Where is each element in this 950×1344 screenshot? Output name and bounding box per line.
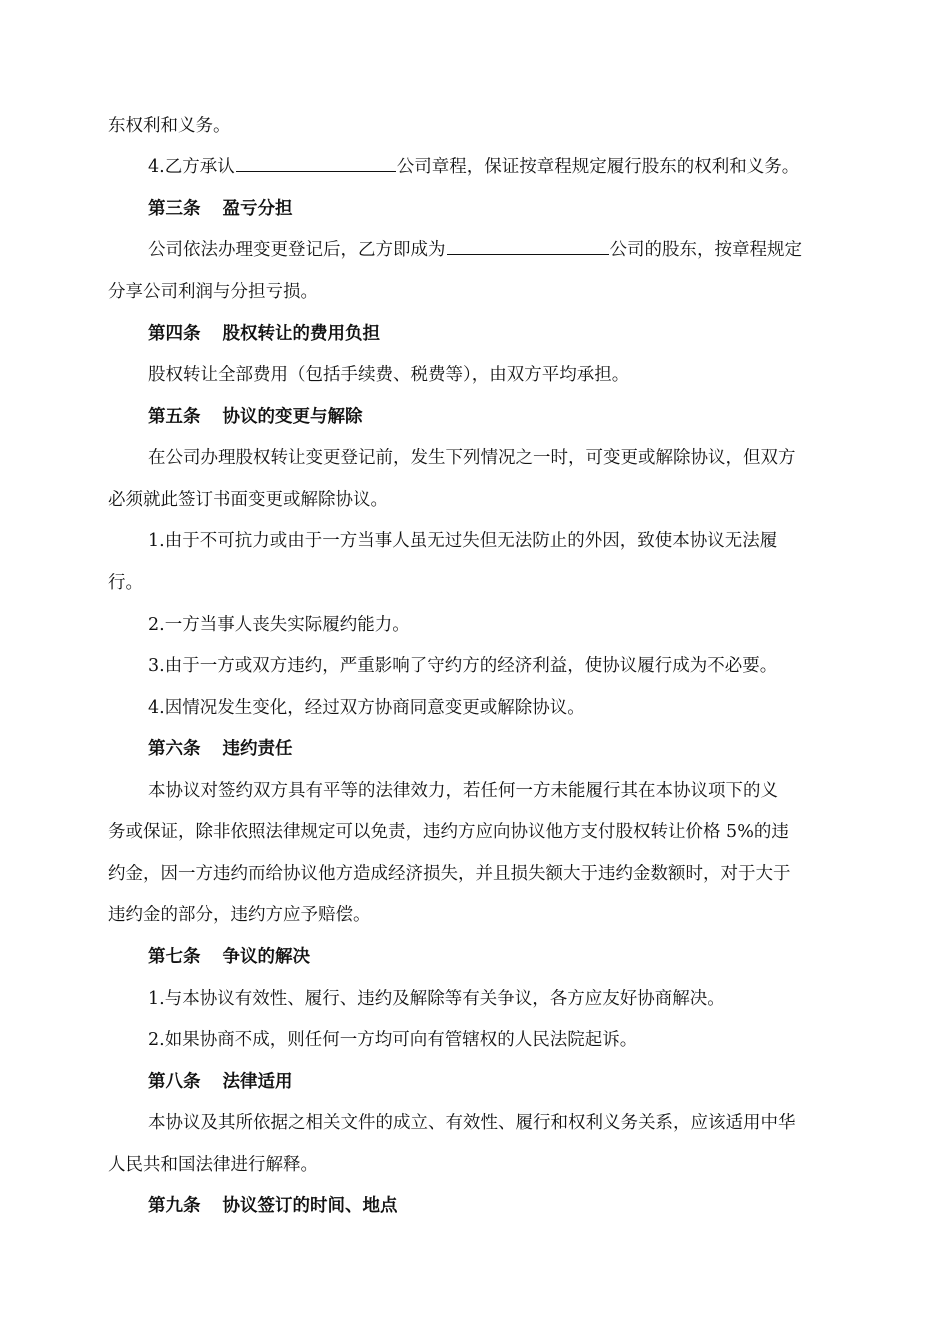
text: 本协议及其所依据之相关文件的成立、有效性、履行和权利义务关系，应该适用中华 [148, 1113, 796, 1133]
heading-title: 盈亏分担 [222, 199, 293, 219]
text: 违约金的部分，违约方应予赔偿。 [108, 905, 371, 925]
section-heading-7 [148, 943, 844, 971]
paragraph-line [148, 153, 844, 181]
heading-number: 第三条 [148, 199, 201, 219]
text: 公司的股东，按章程规定 [609, 240, 802, 260]
section-heading-4 [148, 320, 844, 348]
section-heading-5 [148, 403, 844, 431]
paragraph-line [108, 278, 844, 306]
section-heading-3 [148, 195, 844, 223]
paragraph-line [108, 860, 844, 888]
paragraph-line [148, 361, 844, 389]
text: 4.因情况发生变化，经过双方协商同意变更或解除协议。 [148, 698, 585, 718]
paragraph-line [148, 985, 844, 1013]
heading-number: 第四条 [148, 324, 201, 344]
paragraph-line [148, 236, 844, 264]
paragraph-line [148, 1026, 844, 1054]
paragraph-line [108, 486, 844, 514]
paragraph-line [148, 527, 844, 555]
paragraph-line [148, 444, 844, 472]
heading-title: 协议签订的时间、地点 [222, 1196, 398, 1216]
text: 2.如果协商不成，则任何一方均可向有管辖权的人民法院起诉。 [148, 1030, 638, 1050]
text: 1.与本协议有效性、履行、违约及解除等有关争议，各方应友好协商解决。 [148, 989, 725, 1009]
heading-number: 第七条 [148, 947, 201, 967]
paragraph-line [148, 611, 844, 639]
heading-title: 违约责任 [222, 739, 293, 759]
section-heading-8 [148, 1068, 844, 1096]
section-heading-6 [148, 735, 844, 763]
text: 股权转让全部费用（包括手续费、税费等），由双方平均承担。 [148, 365, 630, 385]
paragraph-line [108, 1151, 844, 1179]
text: 公司章程，保证按章程规定履行股东的权利和义务。 [396, 157, 800, 177]
paragraph-line [108, 112, 844, 140]
heading-title: 协议的变更与解除 [222, 407, 363, 427]
text: 东权利和义务。 [108, 116, 231, 136]
text: 4.乙方承认 [148, 157, 235, 177]
text: 行。 [108, 573, 143, 593]
paragraph-line [148, 652, 844, 680]
heading-number: 第五条 [148, 407, 201, 427]
heading-number: 第六条 [148, 739, 201, 759]
heading-title: 争议的解决 [222, 947, 310, 967]
text: 人民共和国法律进行解释。 [108, 1155, 318, 1175]
text: 必须就此签订书面变更或解除协议。 [108, 490, 388, 510]
paragraph-line [148, 694, 844, 722]
heading-title: 股权转让的费用负担 [222, 324, 380, 344]
text: 公司依法办理变更登记后，乙方即成为 [148, 240, 446, 260]
paragraph-line [108, 818, 844, 846]
text: 在公司办理股权转让变更登记前，发生下列情况之一时，可变更或解除协议，但双方 [148, 448, 796, 468]
paragraph-line [148, 777, 844, 805]
paragraph-line [108, 569, 844, 597]
text: 2.一方当事人丧失实际履约能力。 [148, 615, 410, 635]
text: 本协议对签约双方具有平等的法律效力，若任何一方未能履行其在本协议项下的义 [148, 781, 778, 801]
fill-in-blank[interactable] [447, 238, 609, 255]
paragraph-line [108, 901, 844, 929]
section-heading-9 [148, 1192, 844, 1220]
text: 分享公司利润与分担亏损。 [108, 282, 318, 302]
text: 1.由于不可抗力或由于一方当事人虽无过失但无法防止的外因，致使本协议无法履 [148, 531, 778, 551]
fill-in-blank[interactable] [236, 155, 396, 172]
heading-number: 第八条 [148, 1072, 201, 1092]
text: 3.由于一方或双方违约，严重影响了守约方的经济利益，使协议履行成为不必要。 [148, 656, 778, 676]
text: 务或保证，除非依照法律规定可以免责，违约方应向协议他方支付股权转让价格 5%的违 [108, 822, 789, 842]
paragraph-line [148, 1109, 844, 1137]
heading-number: 第九条 [148, 1196, 201, 1216]
text: 约金，因一方违约而给协议他方造成经济损失，并且损失额大于违约金数额时，对于大于 [108, 864, 791, 884]
heading-title: 法律适用 [222, 1072, 293, 1092]
